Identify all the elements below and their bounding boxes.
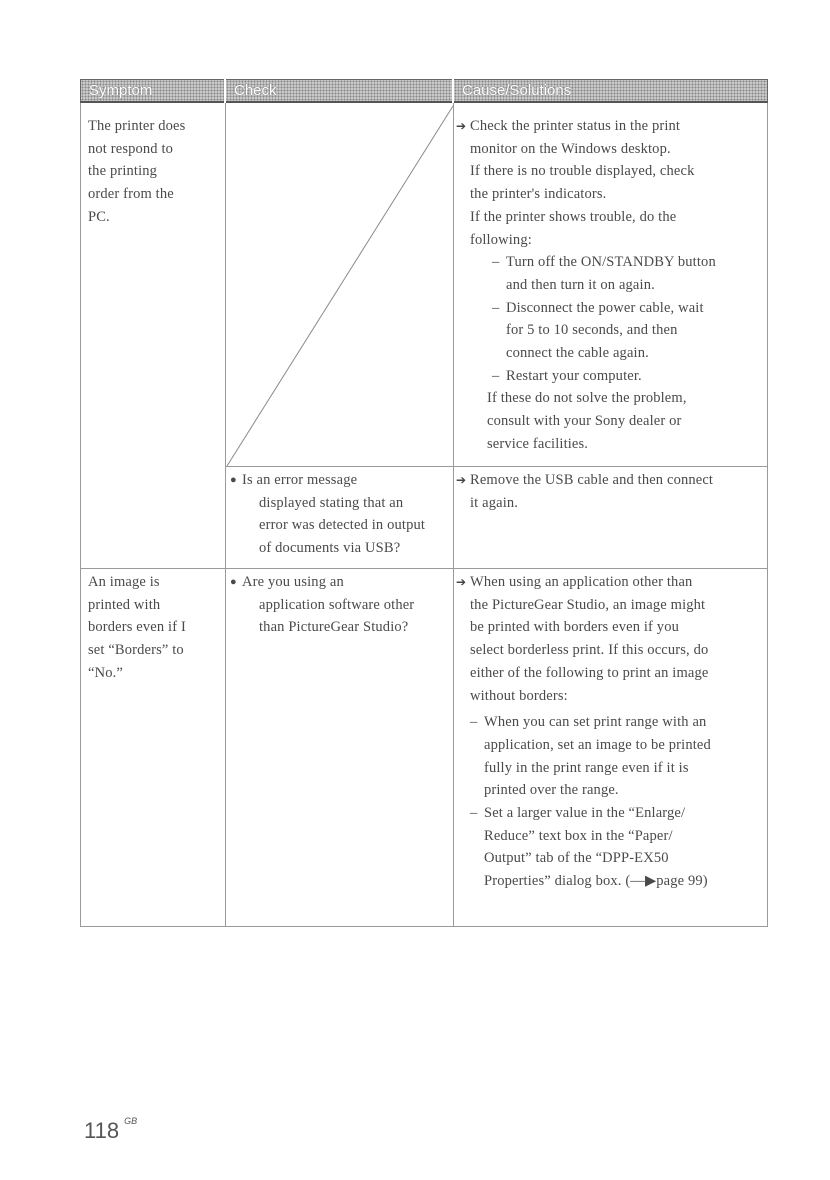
- row2-check-line: displayed stating that an: [259, 494, 404, 511]
- row1-cause-line: If the printer shows trouble, do the: [470, 208, 677, 225]
- row3-cause-item-line: Properties” dialog box. (—▶page 99): [484, 873, 708, 890]
- row3-cause-item-line: application, set an image to be printed: [484, 736, 711, 753]
- right-arrow-icon: ➔: [456, 473, 467, 487]
- row1-symptom-line: The printer does: [88, 118, 186, 134]
- row1-cause-item-line: and then turn it on again.: [506, 276, 655, 293]
- header-symptom-label: Symptom: [89, 82, 153, 99]
- row3-cause-item-line: When you can set print range with an: [484, 714, 707, 731]
- table-border-left: [80, 103, 81, 927]
- row1-cause-item-line: for 5 to 10 seconds, and then: [506, 322, 678, 339]
- header-symptom: [80, 79, 224, 103]
- bullet-icon: ●: [230, 576, 237, 588]
- row1-cause-tail-line: If these do not solve the problem,: [487, 390, 687, 407]
- right-arrow-icon: ➔: [456, 575, 467, 589]
- row3-symptom: [88, 571, 223, 685]
- table-border-bottom: [80, 926, 767, 927]
- header-check: [226, 79, 452, 103]
- row1-cause-line: If there is no trouble displayed, check: [470, 163, 695, 180]
- header-cause: [454, 79, 768, 103]
- row3-symptom-line: “No.”: [88, 664, 123, 681]
- row3-cause-line: select borderless print. If this occurs, do: [470, 642, 709, 659]
- row3-cause-line: without borders:: [470, 687, 568, 704]
- row3-cause: [456, 571, 766, 893]
- row1-cause-item: [492, 251, 766, 296]
- row3-cause-item-line: fully in the print range even if it is: [484, 759, 689, 776]
- dash-icon: –: [492, 367, 500, 384]
- row3-cause-item: [470, 711, 766, 802]
- row3-cause-line: When using an application other than: [470, 574, 693, 590]
- row2-cause-line: Remove the USB cable and then connect: [470, 472, 714, 488]
- dash-icon: –: [470, 714, 478, 731]
- row1-cause-item-line: connect the cable again.: [506, 345, 649, 362]
- row3-cause-item: [470, 802, 766, 893]
- dash-icon: –: [492, 299, 500, 316]
- diagonal-line: [227, 106, 453, 466]
- row3-check-line: application software other: [259, 596, 415, 613]
- row-divider-1: [80, 568, 767, 569]
- row1-cause-item: [492, 297, 766, 365]
- row3-cause-item-line: Output” tab of the “DPP-EX50: [484, 850, 669, 867]
- row1-symptom-line: order from the: [88, 186, 174, 203]
- row1-symptom: [88, 115, 223, 229]
- row1-cause: [456, 115, 766, 456]
- row1-symptom-line: the printing: [88, 163, 158, 180]
- header-check-label: Check: [234, 82, 277, 99]
- row2-cause: [456, 469, 766, 514]
- row3-cause-line: either of the following to print an image: [470, 664, 709, 681]
- page-number: [84, 1118, 137, 1144]
- row2-check-line: of documents via USB?: [259, 540, 401, 557]
- dash-icon: –: [492, 254, 500, 271]
- dash-icon: –: [470, 805, 478, 822]
- row3-check: [230, 571, 452, 639]
- row1-cause-item: [492, 365, 766, 388]
- right-arrow-icon: ➔: [456, 119, 467, 133]
- row1-cause-item-line: Restart your computer.: [506, 367, 642, 384]
- row3-symptom-line: An image is: [88, 574, 160, 590]
- row3-cause-line: be printed with borders even if you: [470, 619, 680, 636]
- row1-cause-item-line: Disconnect the power cable, wait: [506, 299, 704, 316]
- row3-cause-line: the PictureGear Studio, an image might: [470, 596, 706, 613]
- row1-symptom-line: PC.: [88, 208, 110, 225]
- row3-cause-item-line: printed over the range.: [484, 782, 619, 799]
- table-border-right: [767, 103, 768, 927]
- header-cause-label: Cause/Solutions: [462, 82, 572, 99]
- row1-cause-line: the printer's indicators.: [470, 186, 607, 203]
- page-region-suffix: GB: [124, 1116, 138, 1126]
- row2-check-line: error was detected in output: [259, 517, 426, 534]
- troubleshooting-table: [80, 79, 768, 927]
- page-number-value: 118: [84, 1118, 120, 1143]
- row3-symptom-line: borders even if I: [88, 619, 186, 636]
- row1-cause-tail-line: consult with your Sony dealer or: [487, 413, 682, 430]
- not-applicable-diagonal: [225, 103, 454, 467]
- row1-cause-tail-line: service facilities.: [487, 435, 589, 452]
- row3-symptom-line: printed with: [88, 596, 161, 613]
- row1-cause-line: following:: [470, 231, 532, 248]
- row3-check-line: Are you using an: [242, 574, 344, 590]
- row3-symptom-line: set “Borders” to: [88, 642, 184, 659]
- row1-cause-line: Check the printer status in the print: [470, 118, 681, 134]
- row3-cause-item-line: Reduce” text box in the “Paper/: [484, 827, 673, 844]
- row3-check-line: than PictureGear Studio?: [259, 619, 409, 636]
- row2-check-line: Is an error message: [242, 472, 358, 488]
- row3-cause-item-line: Set a larger value in the “Enlarge/: [484, 805, 686, 822]
- row2-check: [230, 469, 452, 560]
- row1-symptom-line: not respond to: [88, 140, 174, 157]
- row2-cause-line: it again.: [470, 494, 519, 511]
- bullet-icon: ●: [230, 474, 237, 486]
- row1-cause-line: monitor on the Windows desktop.: [470, 140, 671, 157]
- row1-cause-item-line: Turn off the ON/STANDBY button: [506, 254, 716, 271]
